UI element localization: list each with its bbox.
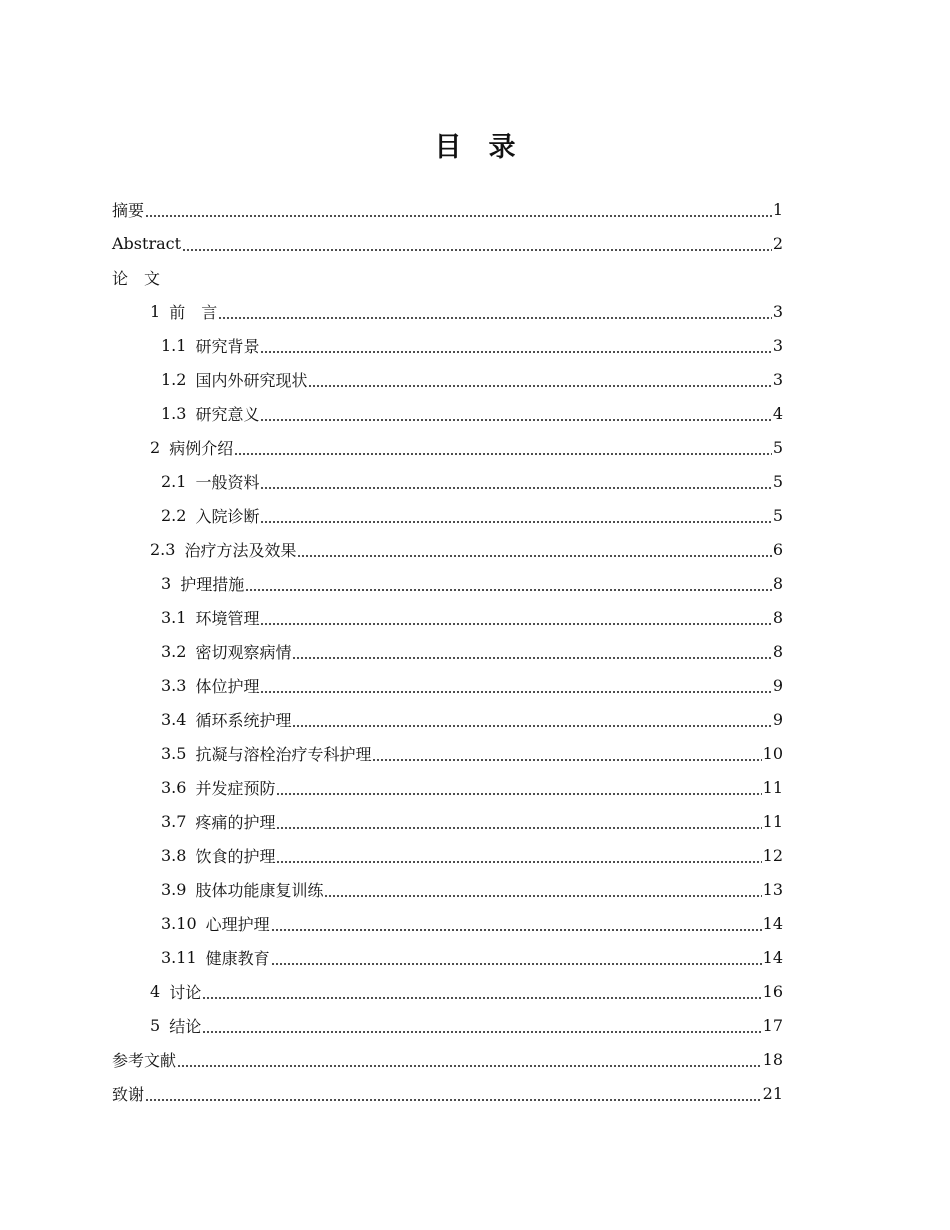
toc-entry[interactable] xyxy=(112,838,783,872)
dot-leader xyxy=(372,759,761,761)
dot-leader xyxy=(271,963,762,965)
toc-entry-page-number: 3 xyxy=(772,301,783,321)
toc-entry-title: 病例介绍 xyxy=(169,438,234,458)
toc-entry-page-number: 14 xyxy=(762,947,783,967)
toc-entry[interactable] xyxy=(112,464,783,498)
toc-entry-number: 3.9 xyxy=(161,879,187,899)
toc-entry[interactable] xyxy=(112,328,783,362)
toc-entry-title: 护理措施 xyxy=(180,574,245,594)
toc-entry[interactable] xyxy=(112,1076,783,1110)
toc-entry-number: 1.3 xyxy=(161,403,187,423)
toc-entry-page-number: 8 xyxy=(772,607,783,627)
toc-entry-title: 研究背景 xyxy=(195,336,260,356)
toc-entry[interactable] xyxy=(112,702,783,736)
toc-entry-title: 参考文献 xyxy=(112,1050,177,1070)
toc-entry-number: 3.3 xyxy=(161,675,187,695)
page-title: 目 录 xyxy=(434,132,516,163)
toc-entry-page-number: 11 xyxy=(762,777,783,797)
dot-leader xyxy=(292,657,771,659)
toc-entry-title: 密切观察病情 xyxy=(195,642,292,662)
toc-entry-number: 2.3 xyxy=(150,539,176,559)
toc-entry[interactable] xyxy=(112,566,783,600)
dot-leader xyxy=(260,419,771,421)
toc-entry-page-number: 2 xyxy=(772,233,783,253)
toc-entry[interactable] xyxy=(112,906,783,940)
dot-leader xyxy=(260,351,771,353)
toc-entry-number: 1.1 xyxy=(161,335,187,355)
toc-entry-page-number: 9 xyxy=(772,709,783,729)
toc-entry-number: 3.6 xyxy=(161,777,187,797)
toc-entry-title: 循环系统护理 xyxy=(195,710,292,730)
toc-entry[interactable] xyxy=(112,940,783,974)
dot-leader xyxy=(271,929,762,931)
toc-entry-number: 3.5 xyxy=(161,743,187,763)
dot-leader xyxy=(276,861,761,863)
toc-entry-title: 入院诊断 xyxy=(195,506,260,526)
toc-entry-page-number: 12 xyxy=(762,845,783,865)
toc-entry-page-number: 4 xyxy=(772,403,783,423)
dot-leader xyxy=(202,997,761,999)
toc-entry-page-number: 18 xyxy=(762,1049,783,1069)
toc-entry-page-number: 10 xyxy=(762,743,783,763)
toc-entry[interactable] xyxy=(112,1008,783,1042)
toc-entry-title: 前 言 xyxy=(169,302,218,322)
toc-entry-title: 体位护理 xyxy=(195,676,260,696)
toc-entry-title: 致谢 xyxy=(112,1084,145,1104)
toc-entry-title: 健康教育 xyxy=(205,948,270,968)
toc-entry[interactable] xyxy=(112,430,783,464)
toc-entry-page-number: 1 xyxy=(772,199,783,219)
toc-entry[interactable] xyxy=(112,974,783,1008)
toc-entry-number: 3.1 xyxy=(161,607,187,627)
toc-entry[interactable] xyxy=(112,498,783,532)
toc-entry-number: 1 xyxy=(150,301,161,321)
toc-entry-title: 抗凝与溶栓治疗专科护理 xyxy=(195,744,372,764)
toc-entry-number: 3.10 xyxy=(161,913,197,933)
toc-entry[interactable] xyxy=(112,192,783,226)
toc-entry-number: 2.1 xyxy=(161,471,187,491)
toc-entry[interactable] xyxy=(112,600,783,634)
toc-entry-page-number: 21 xyxy=(762,1083,783,1103)
dot-leader xyxy=(202,1031,761,1033)
toc-entry-page-number: 5 xyxy=(772,471,783,491)
dot-leader xyxy=(297,555,771,557)
toc-entry[interactable] xyxy=(112,1042,783,1076)
toc-entry-title: 国内外研究现状 xyxy=(195,370,308,390)
toc-entry-number: 3.7 xyxy=(161,811,187,831)
toc-entry-number: 3.8 xyxy=(161,845,187,865)
toc-entry-page-number: 3 xyxy=(772,335,783,355)
toc-entry-title: 环境管理 xyxy=(195,608,260,628)
toc-entry-page-number: 17 xyxy=(762,1015,783,1035)
toc-entry[interactable] xyxy=(112,362,783,396)
toc-entry-title: 治疗方法及效果 xyxy=(184,540,297,560)
toc-entry-number: 3.11 xyxy=(161,947,197,967)
dot-leader xyxy=(260,623,771,625)
toc-entry[interactable] xyxy=(112,532,783,566)
toc-entry[interactable] xyxy=(112,226,783,260)
toc-entry-page-number: 9 xyxy=(772,675,783,695)
toc-entry[interactable] xyxy=(112,668,783,702)
toc-entry-title: 并发症预防 xyxy=(195,778,276,798)
toc-entry[interactable] xyxy=(112,294,783,328)
dot-leader xyxy=(145,215,772,217)
toc-entry-title: 饮食的护理 xyxy=(195,846,276,866)
dot-leader xyxy=(234,453,772,455)
toc-entry-number: 5 xyxy=(150,1015,161,1035)
toc-entry-page-number: 16 xyxy=(762,981,783,1001)
toc-entry-number: 2 xyxy=(150,437,161,457)
toc-entry-page-number: 8 xyxy=(772,641,783,661)
toc-entry-number: 3.2 xyxy=(161,641,187,661)
dot-leader xyxy=(308,385,771,387)
dot-leader xyxy=(324,895,761,897)
dot-leader xyxy=(276,827,761,829)
dot-leader xyxy=(245,589,772,591)
toc-entry-title: 讨论 xyxy=(169,982,202,1002)
toc-entry-page-number: 8 xyxy=(772,573,783,593)
toc-entry-page-number: 5 xyxy=(772,505,783,525)
dot-leader xyxy=(182,249,772,251)
dot-leader xyxy=(276,793,761,795)
table-of-contents xyxy=(112,192,783,1110)
toc-entry-page-number: 6 xyxy=(772,539,783,559)
toc-entry[interactable] xyxy=(112,804,783,838)
toc-entry-title: 论 文 xyxy=(112,268,161,288)
dot-leader xyxy=(145,1099,762,1101)
toc-entry-number: 3.4 xyxy=(161,709,187,729)
toc-entry[interactable] xyxy=(112,770,783,804)
toc-entry-title: 结论 xyxy=(169,1016,202,1036)
dot-leader xyxy=(218,317,772,319)
toc-entry-number: 1.2 xyxy=(161,369,187,389)
toc-entry[interactable] xyxy=(112,872,783,906)
toc-entry-page-number: 5 xyxy=(772,437,783,457)
dot-leader xyxy=(260,487,771,489)
toc-entry-number: 4 xyxy=(150,981,161,1001)
toc-entry-number: 2.2 xyxy=(161,505,187,525)
toc-entry-page-number: 14 xyxy=(762,913,783,933)
toc-entry-title: 肢体功能康复训练 xyxy=(195,880,324,900)
toc-entry[interactable] xyxy=(112,634,783,668)
toc-entry-title: 研究意义 xyxy=(195,404,260,424)
toc-entry[interactable] xyxy=(112,736,783,770)
toc-entry-title: Abstract xyxy=(112,233,182,253)
dot-leader xyxy=(260,521,771,523)
dot-leader xyxy=(177,1065,762,1067)
toc-entry[interactable] xyxy=(112,396,783,430)
toc-entry-title: 一般资料 xyxy=(195,472,260,492)
toc-entry-title: 摘要 xyxy=(112,200,145,220)
toc-entry-number: 3 xyxy=(161,573,172,593)
toc-entry[interactable] xyxy=(112,260,783,294)
toc-entry-title: 心理护理 xyxy=(205,914,270,934)
dot-leader xyxy=(292,725,771,727)
dot-leader xyxy=(260,691,771,693)
toc-entry-page-number: 3 xyxy=(772,369,783,389)
toc-entry-title: 疼痛的护理 xyxy=(195,812,276,832)
toc-entry-page-number: 11 xyxy=(762,811,783,831)
toc-entry-page-number: 13 xyxy=(762,879,783,899)
